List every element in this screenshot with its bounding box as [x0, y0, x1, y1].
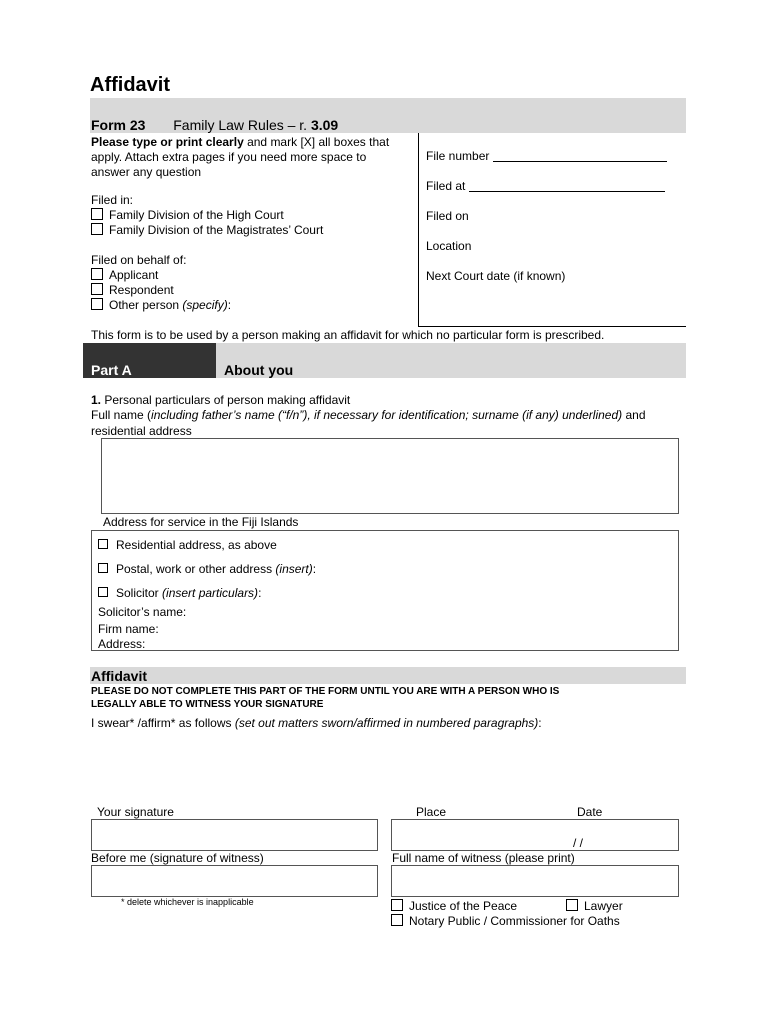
residential-address-label: residential address: [91, 424, 192, 438]
service-address-label: Address for service in the Fiji Islands: [103, 515, 299, 529]
filed-on-field: Filed on: [426, 209, 469, 223]
affidavit-bar: [90, 667, 686, 684]
checkbox[interactable]: [91, 208, 103, 220]
affidavit-title: Affidavit: [91, 668, 147, 684]
form-usage-notice: This form is to be used by a person making an affidavit for which no particular form is prescribed.: [91, 328, 605, 342]
checkbox[interactable]: [98, 539, 108, 549]
filed-at-field[interactable]: Filed at: [426, 179, 665, 193]
behalf-other-person[interactable]: Other person (specify):: [91, 298, 231, 313]
address-label: Address:: [98, 637, 146, 651]
filed-in-label: Filed in:: [91, 193, 134, 207]
full-name-address-box[interactable]: [101, 438, 679, 514]
checkbox[interactable]: [391, 899, 403, 911]
document-title: Affidavit: [90, 74, 170, 96]
checkbox[interactable]: [91, 283, 103, 295]
your-signature-box[interactable]: [91, 819, 378, 851]
firm-name-label: Firm name:: [98, 622, 159, 636]
checkbox[interactable]: [91, 268, 103, 280]
filed-on-behalf-label: Filed on behalf of:: [91, 253, 187, 267]
place-label: Place: [416, 805, 447, 819]
filed-in-high-court[interactable]: Family Division of the High Court: [91, 208, 323, 223]
form-number: Form 23: [91, 117, 146, 133]
filed-at-line[interactable]: [469, 179, 665, 192]
place-date-box[interactable]: [391, 819, 679, 851]
filed-in-magistrates-court[interactable]: Family Division of the Magistrates’ Court: [91, 223, 323, 238]
location-field: Location: [426, 239, 472, 253]
filed-in-section: [91, 193, 323, 238]
checkbox[interactable]: [91, 298, 103, 310]
witness-notary-option[interactable]: Notary Public / Commissioner for Oaths: [391, 914, 620, 928]
rule-number: 3.09: [310, 117, 339, 133]
service-residential-option[interactable]: Residential address, as above: [98, 538, 277, 552]
file-number-line[interactable]: [493, 149, 667, 162]
behalf-applicant[interactable]: Applicant: [91, 268, 231, 283]
behalf-respondent[interactable]: Respondent: [91, 283, 231, 298]
question-1: 1. Personal particulars of person making affidavit: [91, 393, 351, 407]
witness-name-box[interactable]: [391, 865, 679, 897]
instructions-bold: Please type or print clearly: [91, 135, 244, 149]
part-a-title: About you: [224, 362, 294, 378]
witness-jp-option[interactable]: Justice of the Peace: [391, 899, 517, 913]
checkbox[interactable]: [98, 587, 108, 597]
filed-on-behalf-section: [91, 253, 231, 313]
instructions-text: and mark [X] all boxes that: [243, 135, 390, 149]
witness-signature-box[interactable]: [91, 865, 378, 897]
next-court-date-field: Next Court date (if known): [426, 269, 566, 283]
instructions: [91, 135, 416, 180]
delete-note: * delete whichever is inapplicable: [121, 897, 254, 907]
witness-signature-label: Before me (signature of witness): [91, 851, 264, 865]
checkbox[interactable]: [98, 563, 108, 573]
instructions-line3: answer any question: [91, 165, 202, 179]
checkbox[interactable]: [91, 223, 103, 235]
witness-name-label: Full name of witness (please print): [392, 851, 575, 865]
service-solicitor-option[interactable]: Solicitor (insert particulars):: [98, 586, 261, 600]
header-divider: [418, 133, 419, 326]
form-heading: [91, 117, 338, 133]
date-label: Date: [577, 805, 603, 819]
full-name-instructions: Full name (including father’s name (“f/n”), if necessary for identification; surname (if any) underlined) and: [91, 408, 646, 422]
witness-lawyer-option[interactable]: Lawyer: [566, 899, 623, 913]
rules-reference: Family Law Rules – r.: [173, 117, 308, 133]
swear-affirm-statement: I swear* /affirm* as follows (set out matters sworn/affirmed in numbered paragraphs):: [91, 716, 542, 730]
header-bottom-line: [418, 326, 686, 327]
your-signature-label: Your signature: [97, 805, 174, 819]
affidavit-warning: PLEASE DO NOT COMPLETE THIS PART OF THE FORM UNTIL YOU ARE WITH A PERSON WHO IS LEGALLY ABLE TO WITNESS YOUR SIGNATURE: [91, 686, 560, 710]
instructions-line2: apply. Attach extra pages if you need more space to: [91, 150, 367, 164]
part-a-label: Part A: [91, 362, 132, 378]
checkbox[interactable]: [566, 899, 578, 911]
checkbox[interactable]: [391, 914, 403, 926]
service-postal-option[interactable]: Postal, work or other address (insert):: [98, 562, 316, 576]
solicitor-name-label: Solicitor’s name:: [98, 605, 187, 619]
date-separators: / /: [573, 836, 584, 850]
file-number-field[interactable]: File number: [426, 149, 667, 163]
